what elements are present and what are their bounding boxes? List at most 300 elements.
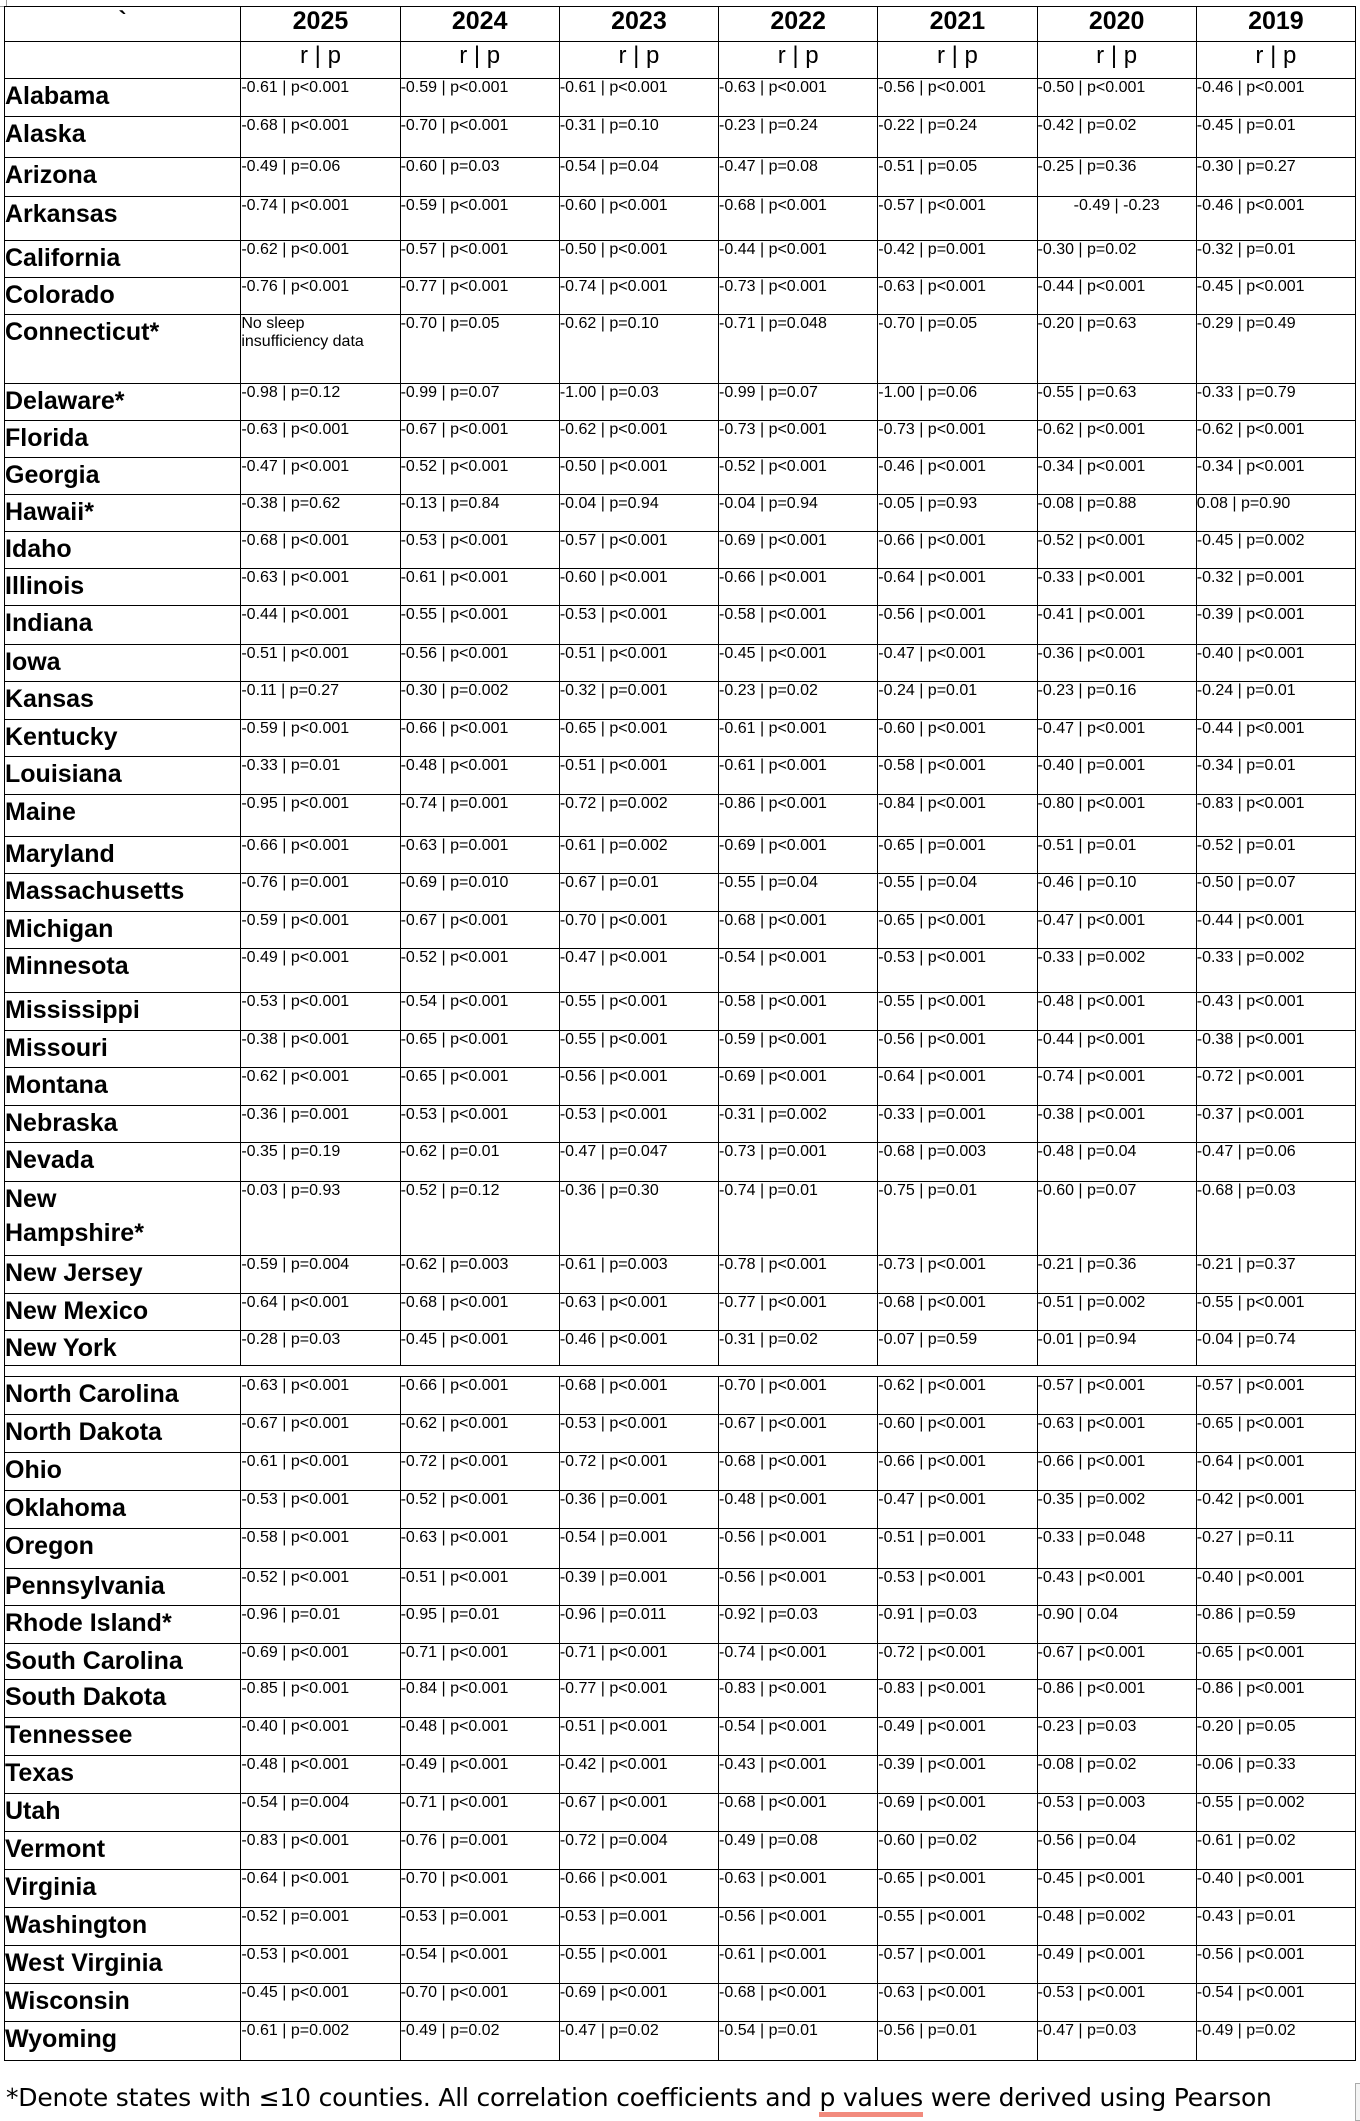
correlation-value-cell: -0.63 | p<0.001 (878, 1984, 1037, 2022)
correlation-value-cell: -0.23 | p=0.24 (719, 117, 878, 158)
correlation-value-cell: -0.46 | p<0.001 (878, 458, 1037, 495)
correlation-value-cell: -0.32 | p=0.001 (1196, 569, 1355, 606)
correlation-value-cell: -0.65 | p<0.001 (400, 1068, 559, 1106)
correlation-value-cell: -0.53 | p=0.001 (559, 1908, 718, 1946)
state-name-cell: Minnesota (5, 949, 241, 993)
correlation-value-cell: -0.54 | p=0.04 (559, 158, 718, 197)
correlation-value-cell: -0.39 | p<0.001 (878, 1756, 1037, 1794)
correlation-value-cell: -0.78 | p<0.001 (719, 1256, 878, 1294)
correlation-value-cell: -0.62 | p=0.003 (400, 1256, 559, 1294)
footnote-text: *Denote states with ≤10 counties. All correlation coefficients and (6, 2083, 820, 2112)
state-name-cell: Missouri (5, 1031, 241, 1068)
correlation-value-cell: -0.24 | p=0.01 (878, 682, 1037, 720)
correlation-value-cell: -0.63 | p<0.001 (878, 278, 1037, 315)
correlation-value-cell: -0.86 | p<0.001 (1037, 1680, 1196, 1718)
table-row (5, 1106, 1356, 1143)
correlation-value-cell: -0.60 | p<0.001 (878, 720, 1037, 757)
correlation-value-cell: -0.63 | p=0.001 (400, 837, 559, 874)
state-name-cell: Nevada (5, 1143, 241, 1182)
correlation-value-cell: -0.35 | p=0.19 (241, 1143, 400, 1182)
correlation-value-cell: -0.68 | p=0.003 (878, 1143, 1037, 1182)
rp-subheader-blank (5, 42, 241, 79)
correlation-value-cell: -0.56 | p<0.001 (719, 1569, 878, 1606)
correlation-value-cell: -0.74 | p<0.001 (559, 278, 718, 315)
spellcheck-highlight[interactable]: p values (819, 2083, 923, 2117)
correlation-value-cell: -0.42 | p<0.001 (1196, 1491, 1355, 1529)
page-break-gap (5, 1366, 1356, 1377)
table-row (5, 2022, 1356, 2061)
correlation-value-cell: 0.08 | p=0.90 (1196, 495, 1355, 532)
scrollbar-edge[interactable] (1355, 2083, 1360, 2121)
correlation-value-cell: -0.77 | p<0.001 (719, 1294, 878, 1331)
correlation-value-cell: -0.67 | p<0.001 (559, 1794, 718, 1832)
correlation-value-cell: -0.36 | p=0.30 (559, 1182, 718, 1256)
correlation-value-cell: -0.61 | p<0.001 (719, 1946, 878, 1984)
correlation-value-cell: -0.72 | p<0.001 (1196, 1068, 1355, 1106)
correlation-value-cell: -0.67 | p<0.001 (1037, 1644, 1196, 1680)
state-name-cell: New Mexico (5, 1294, 241, 1331)
table-row (5, 1182, 1356, 1256)
correlation-value-cell: -0.52 | p<0.001 (241, 1569, 400, 1606)
correlation-value-cell: -0.55 | p=0.04 (878, 874, 1037, 912)
correlation-value-cell: -0.73 | p<0.001 (878, 1256, 1037, 1294)
correlation-value-cell: -0.48 | p<0.001 (400, 1718, 559, 1756)
correlation-value-cell: -0.30 | p=0.27 (1196, 158, 1355, 197)
state-name-cell: Wyoming (5, 2022, 241, 2061)
correlation-value-cell: -0.49 | p=0.02 (1196, 2022, 1355, 2061)
state-name-cell: Illinois (5, 569, 241, 606)
table-row (5, 1680, 1356, 1718)
correlation-value-cell: -0.61 | p=0.003 (559, 1256, 718, 1294)
correlation-value-cell: -0.22 | p=0.24 (878, 117, 1037, 158)
table-row (5, 1453, 1356, 1491)
correlation-value-cell: -0.49 | p=0.08 (719, 1832, 878, 1870)
correlation-value-cell: -0.38 | p=0.62 (241, 495, 400, 532)
correlation-value-cell: -0.69 | p<0.001 (719, 1068, 878, 1106)
gap-cell (878, 1366, 1037, 1377)
state-name-cell: South Dakota (5, 1680, 241, 1718)
correlation-value-cell: -0.66 | p<0.001 (1037, 1453, 1196, 1491)
correlation-value-cell: -0.46 | p<0.001 (1196, 197, 1355, 241)
rp-subheader: r | p (400, 42, 559, 79)
correlation-value-cell: -0.54 | p=0.004 (241, 1794, 400, 1832)
table-row (5, 1415, 1356, 1453)
table-row (5, 949, 1356, 993)
correlation-value-cell: -0.34 | p<0.001 (1037, 458, 1196, 495)
table-row (5, 1870, 1356, 1908)
correlation-value-cell: -0.64 | p<0.001 (1196, 1453, 1355, 1491)
table-row (5, 1794, 1356, 1832)
correlation-value-cell: -0.70 | p=0.05 (400, 315, 559, 384)
correlation-value-cell: -0.68 | p<0.001 (719, 1794, 878, 1832)
correlation-value-cell: -0.25 | p=0.36 (1037, 158, 1196, 197)
state-name-cell: Arizona (5, 158, 241, 197)
state-name-cell: Oregon (5, 1529, 241, 1569)
correlation-value-cell: -0.33 | p=0.79 (1196, 384, 1355, 421)
state-name-cell: Iowa (5, 645, 241, 682)
correlation-value-cell: -0.53 | p<0.001 (559, 1415, 718, 1453)
correlation-value-cell: -0.54 | p<0.001 (719, 1718, 878, 1756)
correlation-value-cell: -0.52 | p<0.001 (400, 949, 559, 993)
correlation-value-cell: -0.69 | p<0.001 (559, 1984, 718, 2022)
correlation-value-cell: -0.53 | p<0.001 (400, 532, 559, 569)
correlation-value-cell: -0.47 | p<0.001 (559, 949, 718, 993)
correlation-value-cell: -0.60 | p=0.02 (878, 1832, 1037, 1870)
correlation-value-cell: -0.32 | p=0.001 (559, 682, 718, 720)
state-name-cell: Mississippi (5, 993, 241, 1031)
correlation-value-cell: -0.33 | p=0.048 (1037, 1529, 1196, 1569)
table-row (5, 606, 1356, 645)
year-header-row (5, 7, 1356, 42)
correlation-value-cell: -0.45 | p<0.001 (400, 1331, 559, 1366)
state-name-cell: West Virginia (5, 1946, 241, 1984)
correlation-value-cell: -0.65 | p<0.001 (559, 720, 718, 757)
correlation-value-cell: -0.54 | p<0.001 (400, 993, 559, 1031)
table-row (5, 241, 1356, 278)
correlation-value-cell: -0.61 | p<0.001 (241, 79, 400, 117)
gap-cell (559, 1366, 718, 1377)
state-name-cell: North Carolina (5, 1377, 241, 1415)
correlation-value-cell: -0.68 | p<0.001 (719, 1984, 878, 2022)
correlation-value-cell: -0.53 | p=0.001 (400, 1908, 559, 1946)
correlation-value-cell: -0.44 | p<0.001 (719, 241, 878, 278)
correlation-value-cell: -0.30 | p=0.002 (400, 682, 559, 720)
correlation-value-cell: -0.07 | p=0.59 (878, 1331, 1037, 1366)
correlation-value-cell: -0.24 | p=0.01 (1196, 682, 1355, 720)
correlation-value-cell: -0.84 | p<0.001 (878, 795, 1037, 837)
correlation-value-cell: -0.48 | p=0.04 (1037, 1143, 1196, 1182)
table-row (5, 874, 1356, 912)
state-name-cell: Maryland (5, 837, 241, 874)
state-name-cell: North Dakota (5, 1415, 241, 1453)
state-name-cell: Utah (5, 1794, 241, 1832)
correlation-value-cell: -0.33 | p=0.01 (241, 757, 400, 795)
table-row (5, 1068, 1356, 1106)
correlation-value-cell: -0.54 | p<0.001 (1196, 1984, 1355, 2022)
correlation-value-cell: -0.55 | p=0.04 (719, 874, 878, 912)
footnote (6, 2083, 1272, 2112)
correlation-value-cell: -0.53 | p<0.001 (559, 1106, 718, 1143)
correlation-value-cell: -0.74 | p<0.001 (241, 197, 400, 241)
correlation-value-cell: -0.76 | p=0.001 (400, 1832, 559, 1870)
correlation-value-cell: -0.68 | p<0.001 (719, 912, 878, 949)
correlation-value-cell: -0.21 | p=0.37 (1196, 1256, 1355, 1294)
rp-subheader: r | p (1196, 42, 1355, 79)
correlation-value-cell: -0.47 | p=0.08 (719, 158, 878, 197)
correlation-value-cell: -0.43 | p<0.001 (719, 1756, 878, 1794)
state-name-cell: Oklahoma (5, 1491, 241, 1529)
correlation-value-cell: -0.33 | p<0.001 (1037, 569, 1196, 606)
correlation-value-cell: -0.74 | p<0.001 (1037, 1068, 1196, 1106)
correlation-value-cell: -0.69 | p<0.001 (719, 532, 878, 569)
correlation-value-cell: -0.51 | p=0.01 (1037, 837, 1196, 874)
correlation-value-cell: -0.73 | p<0.001 (878, 421, 1037, 458)
correlation-value-cell: -0.47 | p=0.03 (1037, 2022, 1196, 2061)
correlation-value-cell: -0.90 | 0.04 (1037, 1606, 1196, 1644)
correlation-value-cell: -0.04 | p=0.94 (559, 495, 718, 532)
correlation-value-cell: -0.71 | p<0.001 (400, 1794, 559, 1832)
correlation-value-cell: -0.23 | p=0.03 (1037, 1718, 1196, 1756)
correlation-value-cell: -0.65 | p<0.001 (878, 912, 1037, 949)
correlation-value-cell: -0.60 | p=0.03 (400, 158, 559, 197)
state-name-cell: Virginia (5, 1870, 241, 1908)
table-row (5, 569, 1356, 606)
correlation-value-cell: -0.69 | p=0.010 (400, 874, 559, 912)
correlation-value-cell: -0.95 | p=0.01 (400, 1606, 559, 1644)
table-row (5, 1294, 1356, 1331)
table-row (5, 495, 1356, 532)
correlation-value-cell: -0.04 | p=0.94 (719, 495, 878, 532)
state-name-cell: Kentucky (5, 720, 241, 757)
correlation-value-cell: -0.47 | p<0.001 (1037, 720, 1196, 757)
table-row (5, 682, 1356, 720)
correlation-table-container (4, 6, 1356, 2061)
table-row (5, 837, 1356, 874)
state-name-cell: Kansas (5, 682, 241, 720)
correlation-value-cell: -0.49 | p=0.06 (241, 158, 400, 197)
state-name-cell: Colorado (5, 278, 241, 315)
correlation-value-cell: -0.44 | p<0.001 (1196, 912, 1355, 949)
correlation-value-cell: -0.43 | p<0.001 (1196, 993, 1355, 1031)
correlation-value-cell: -0.65 | p<0.001 (878, 1870, 1037, 1908)
correlation-value-cell: -0.68 | p=0.03 (1196, 1182, 1355, 1256)
correlation-value-cell: -0.49 | -0.23 (1037, 197, 1196, 241)
correlation-value-cell: -0.62 | p<0.001 (241, 241, 400, 278)
table-row (5, 1756, 1356, 1794)
correlation-value-cell: -0.57 | p<0.001 (559, 532, 718, 569)
correlation-value-cell: -0.52 | p=0.01 (1196, 837, 1355, 874)
state-name-cell: Georgia (5, 458, 241, 495)
table-row (5, 117, 1356, 158)
correlation-value-cell: -0.67 | p<0.001 (400, 912, 559, 949)
correlation-value-cell: -0.58 | p<0.001 (878, 757, 1037, 795)
footnote-text-end: were derived using Pearson (922, 2083, 1272, 2112)
correlation-value-cell: -0.11 | p=0.27 (241, 682, 400, 720)
correlation-value-cell: -0.50 | p<0.001 (1037, 79, 1196, 117)
correlation-value-cell: -0.31 | p=0.002 (719, 1106, 878, 1143)
table-row (5, 1832, 1356, 1870)
correlation-value-cell: -0.68 | p<0.001 (559, 1377, 718, 1415)
correlation-value-cell: -0.65 | p=0.001 (878, 837, 1037, 874)
state-name-cell: Ohio (5, 1453, 241, 1491)
state-name-cell: Idaho (5, 532, 241, 569)
correlation-value-cell: -0.51 | p<0.001 (241, 645, 400, 682)
correlation-value-cell: -0.36 | p=0.001 (559, 1491, 718, 1529)
correlation-value-cell: -0.68 | p<0.001 (878, 1294, 1037, 1331)
year-header-2020: 2020 (1037, 7, 1196, 42)
correlation-value-cell: -0.62 | p=0.10 (559, 315, 718, 384)
correlation-value-cell: -0.48 | p<0.001 (241, 1756, 400, 1794)
correlation-value-cell: -0.68 | p<0.001 (400, 1294, 559, 1331)
rp-subheader: r | p (241, 42, 400, 79)
table-row (5, 1529, 1356, 1569)
correlation-value-cell: -0.46 | p=0.10 (1037, 874, 1196, 912)
rp-subheader: r | p (1037, 42, 1196, 79)
correlation-value-cell: -0.50 | p<0.001 (559, 241, 718, 278)
correlation-value-cell: -0.47 | p=0.06 (1196, 1143, 1355, 1182)
correlation-value-cell: -0.59 | p<0.001 (241, 720, 400, 757)
table-row (5, 197, 1356, 241)
correlation-value-cell: -0.66 | p<0.001 (400, 720, 559, 757)
correlation-value-cell: No sleep insufficiency data (241, 315, 400, 384)
table-row (5, 1606, 1356, 1644)
correlation-value-cell: -0.56 | p<0.001 (559, 1068, 718, 1106)
correlation-value-cell: -0.96 | p=0.011 (559, 1606, 718, 1644)
correlation-value-cell: -0.52 | p=0.001 (241, 1908, 400, 1946)
correlation-value-cell: -0.75 | p=0.01 (878, 1182, 1037, 1256)
year-header-2019: 2019 (1196, 7, 1355, 42)
correlation-value-cell: -0.63 | p<0.001 (1037, 1415, 1196, 1453)
correlation-value-cell: -0.64 | p<0.001 (241, 1294, 400, 1331)
correlation-value-cell: -0.63 | p<0.001 (241, 569, 400, 606)
state-name-cell: New Jersey (5, 1256, 241, 1294)
state-name-cell: Michigan (5, 912, 241, 949)
correlation-value-cell: -0.45 | p<0.001 (719, 645, 878, 682)
correlation-value-cell: -0.45 | p<0.001 (1037, 1870, 1196, 1908)
state-name-cell: California (5, 241, 241, 278)
correlation-value-cell: -0.45 | p<0.001 (1196, 278, 1355, 315)
correlation-value-cell: -0.21 | p=0.36 (1037, 1256, 1196, 1294)
correlation-value-cell: -0.65 | p<0.001 (1196, 1644, 1355, 1680)
correlation-value-cell: -0.51 | p<0.001 (559, 757, 718, 795)
correlation-value-cell: -0.45 | p=0.01 (1196, 117, 1355, 158)
correlation-value-cell: -0.60 | p<0.001 (559, 569, 718, 606)
correlation-value-cell: -0.48 | p<0.001 (719, 1491, 878, 1529)
state-name-cell: Tennessee (5, 1718, 241, 1756)
correlation-value-cell: -0.63 | p<0.001 (719, 79, 878, 117)
table-row (5, 315, 1356, 384)
correlation-value-cell: -0.04 | p=0.74 (1196, 1331, 1355, 1366)
correlation-value-cell: -0.52 | p<0.001 (400, 1491, 559, 1529)
gap-cell (5, 1366, 241, 1377)
correlation-value-cell: -0.70 | p<0.001 (559, 912, 718, 949)
correlation-value-cell: -0.72 | p=0.004 (559, 1832, 718, 1870)
correlation-value-cell: -0.56 | p=0.04 (1037, 1832, 1196, 1870)
correlation-value-cell: -0.06 | p=0.33 (1196, 1756, 1355, 1794)
correlation-value-cell: -0.55 | p<0.001 (878, 1908, 1037, 1946)
correlation-value-cell: -0.38 | p<0.001 (241, 1031, 400, 1068)
correlation-value-cell: -0.62 | p<0.001 (400, 1415, 559, 1453)
table-row (5, 458, 1356, 495)
correlation-value-cell: -0.66 | p<0.001 (878, 1453, 1037, 1491)
correlation-value-cell: -0.49 | p<0.001 (1037, 1946, 1196, 1984)
correlation-value-cell: -0.40 | p<0.001 (241, 1718, 400, 1756)
state-name-cell: Alaska (5, 117, 241, 158)
correlation-value-cell: -0.62 | p<0.001 (1196, 421, 1355, 458)
correlation-value-cell: -0.62 | p<0.001 (878, 1377, 1037, 1415)
correlation-value-cell: -0.49 | p<0.001 (241, 949, 400, 993)
correlation-value-cell: -0.69 | p<0.001 (241, 1644, 400, 1680)
year-header-2024: 2024 (400, 7, 559, 42)
correlation-value-cell: -0.13 | p=0.84 (400, 495, 559, 532)
correlation-value-cell: -0.73 | p<0.001 (719, 278, 878, 315)
correlation-value-cell: -0.37 | p<0.001 (1196, 1106, 1355, 1143)
correlation-value-cell: -0.99 | p=0.07 (719, 384, 878, 421)
correlation-value-cell: -0.72 | p<0.001 (559, 1453, 718, 1491)
state-name-cell: Indiana (5, 606, 241, 645)
table-row (5, 1331, 1356, 1366)
correlation-value-cell: -0.48 | p<0.001 (1037, 993, 1196, 1031)
correlation-value-cell: -0.53 | p=0.003 (1037, 1794, 1196, 1832)
correlation-value-cell: -0.53 | p<0.001 (241, 1491, 400, 1529)
state-name-cell: Massachusetts (5, 874, 241, 912)
correlation-value-cell: -0.68 | p<0.001 (241, 117, 400, 158)
correlation-value-cell: -0.57 | p<0.001 (1196, 1377, 1355, 1415)
correlation-value-cell: -0.50 | p<0.001 (559, 458, 718, 495)
correlation-value-cell: -0.58 | p<0.001 (241, 1529, 400, 1569)
correlation-value-cell: -0.67 | p<0.001 (241, 1415, 400, 1453)
correlation-value-cell: -0.53 | p<0.001 (559, 606, 718, 645)
corner-cell: ` (5, 7, 241, 42)
correlation-value-cell: -0.86 | p=0.59 (1196, 1606, 1355, 1644)
correlation-value-cell: -0.41 | p<0.001 (1037, 606, 1196, 645)
correlation-value-cell: -0.55 | p<0.001 (559, 1031, 718, 1068)
correlation-value-cell: -0.55 | p<0.001 (559, 993, 718, 1031)
correlation-value-cell: -0.61 | p<0.001 (559, 79, 718, 117)
table-row (5, 1644, 1356, 1680)
table-row (5, 1377, 1356, 1415)
correlation-value-cell: -0.54 | p<0.001 (400, 1946, 559, 1984)
correlation-value-cell: -0.54 | p<0.001 (719, 949, 878, 993)
correlation-value-cell: -1.00 | p=0.06 (878, 384, 1037, 421)
correlation-value-cell: -0.42 | p=0.02 (1037, 117, 1196, 158)
correlation-value-cell: -0.66 | p<0.001 (878, 532, 1037, 569)
correlation-value-cell: -0.57 | p<0.001 (1037, 1377, 1196, 1415)
correlation-value-cell: -0.61 | p=0.002 (241, 2022, 400, 2061)
correlation-value-cell: -0.70 | p<0.001 (719, 1377, 878, 1415)
table-row (5, 1569, 1356, 1606)
correlation-value-cell: -0.73 | p=0.001 (719, 1143, 878, 1182)
state-name-cell: Florida (5, 421, 241, 458)
correlation-value-cell: -0.55 | p<0.001 (559, 1946, 718, 1984)
correlation-value-cell: -0.51 | p=0.001 (878, 1529, 1037, 1569)
correlation-value-cell: -0.65 | p<0.001 (1196, 1415, 1355, 1453)
correlation-value-cell: -0.56 | p<0.001 (719, 1529, 878, 1569)
correlation-value-cell: -0.05 | p=0.93 (878, 495, 1037, 532)
correlation-value-cell: -0.61 | p=0.02 (1196, 1832, 1355, 1870)
correlation-value-cell: -0.62 | p=0.01 (400, 1143, 559, 1182)
year-header-2021: 2021 (878, 7, 1037, 42)
correlation-value-cell: -0.47 | p<0.001 (1037, 912, 1196, 949)
gap-cell (1037, 1366, 1196, 1377)
correlation-value-cell: -0.55 | p=0.002 (1196, 1794, 1355, 1832)
correlation-value-cell: -0.44 | p<0.001 (241, 606, 400, 645)
correlation-value-cell: -0.51 | p<0.001 (559, 1718, 718, 1756)
correlation-value-cell: -0.60 | p<0.001 (559, 197, 718, 241)
correlation-value-cell: -0.72 | p<0.001 (878, 1644, 1037, 1680)
correlation-value-cell: -0.91 | p=0.03 (878, 1606, 1037, 1644)
correlation-value-cell: -0.63 | p<0.001 (559, 1294, 718, 1331)
correlation-value-cell: -0.63 | p<0.001 (400, 1529, 559, 1569)
correlation-value-cell: -0.54 | p=0.001 (559, 1529, 718, 1569)
correlation-value-cell: -0.83 | p<0.001 (719, 1680, 878, 1718)
correlation-value-cell: -0.83 | p<0.001 (1196, 795, 1355, 837)
table-row (5, 1908, 1356, 1946)
correlation-value-cell: -0.70 | p<0.001 (400, 1870, 559, 1908)
state-name-cell: New Hampshire* (5, 1182, 241, 1256)
correlation-value-cell: -0.44 | p<0.001 (1037, 278, 1196, 315)
correlation-value-cell: -0.34 | p<0.001 (1196, 458, 1355, 495)
table-row (5, 278, 1356, 315)
correlation-value-cell: -0.56 | p<0.001 (878, 1031, 1037, 1068)
correlation-value-cell: -0.58 | p<0.001 (719, 993, 878, 1031)
correlation-value-cell: -0.64 | p<0.001 (878, 1068, 1037, 1106)
correlation-value-cell: -0.59 | p<0.001 (400, 197, 559, 241)
correlation-value-cell: -0.85 | p<0.001 (241, 1680, 400, 1718)
correlation-value-cell: -0.60 | p<0.001 (878, 1415, 1037, 1453)
correlation-value-cell: -0.57 | p<0.001 (878, 197, 1037, 241)
correlation-value-cell: -0.47 | p<0.001 (878, 645, 1037, 682)
